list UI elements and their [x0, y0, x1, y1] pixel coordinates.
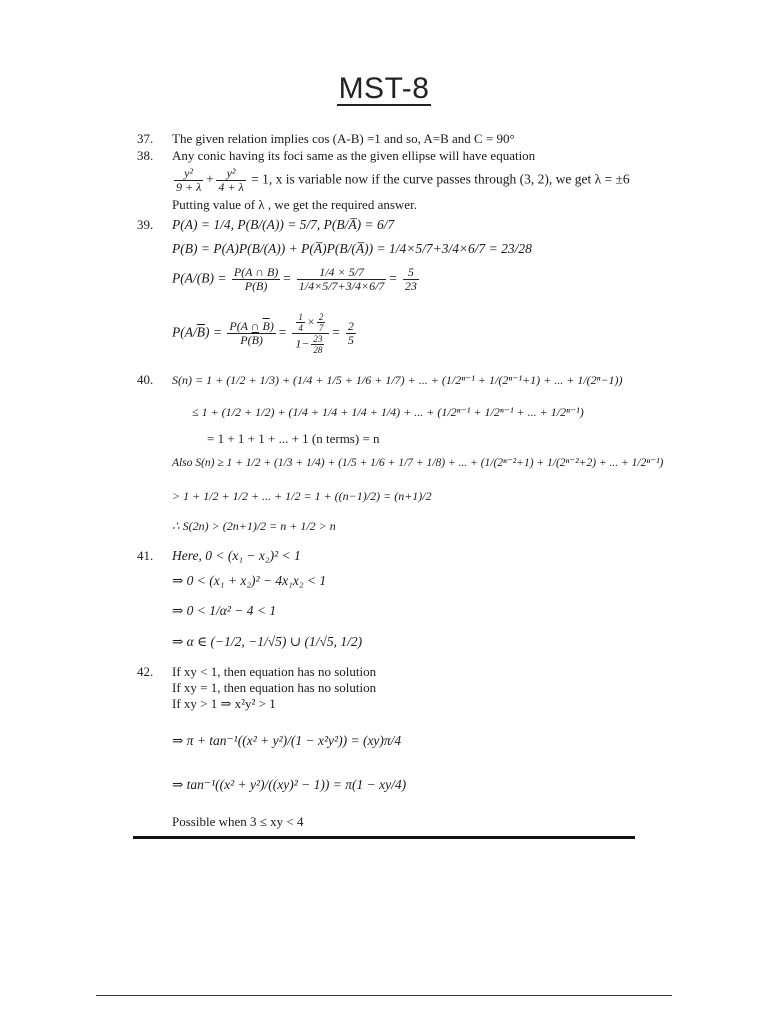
question-number-42: 42. — [137, 664, 154, 679]
question-number-39: 39. — [137, 217, 154, 232]
page-title: MST-8 — [338, 72, 430, 105]
q41-line2: ⇒ 0 < (x₁ + x₂)² − 4x₁x₂ < 1 — [172, 573, 327, 588]
q41-line1: Here, 0 < (x₁ − x₂)² < 1 — [172, 548, 301, 563]
question-number-37: 37. — [137, 131, 154, 146]
question-number-40: 40. — [137, 372, 154, 387]
q42-line3: If xy > 1 ⇒ x²y² > 1 — [172, 696, 276, 711]
q40-sn-definition: S(n) = 1 + (1/2 + 1/3) + (1/4 + 1/5 + 1/6 + 1/7) + ... + (1/2ⁿ⁻¹ + 1/(2ⁿ⁻¹+1) + ... + 1/(2ⁿ−1)) — [172, 373, 623, 387]
footer-rule — [96, 995, 672, 996]
q40-sum-n-terms: = 1 + 1 + 1 + ... + 1 (n terms) = n — [207, 431, 380, 446]
q41-line4: ⇒ α ∈ (−1/2, −1/√5) ∪ (1/√5, 1/2) — [172, 634, 363, 649]
q42-line6: Possible when 3 ≤ xy < 4 — [172, 814, 304, 829]
q39-total-probability: P(B) = P(A)P(B/(A)) + P(A̅)P(B/(A̅)) = 1/4×5/7+3/4×6/7 = 23/28 — [172, 241, 532, 256]
q39-bayes-a-given-b: P(A/(B) = $\frac{P(A \cap B)}{P(B)}$ = $\frac{1/4 \times 5/7}{1/4\times 5/7+3/4\times 6/7}$ = $\frac{5}{23}$ — [172, 265, 417, 293]
q37-text: The given relation implies cos (A-B) =1 and so, A=B and C = 90° — [172, 131, 515, 146]
q42-line1: If xy < 1, then equation has no solution — [172, 664, 377, 679]
q38-conic-equation: $\frac{\text{y²}}{9 + \lambda}$ + $\frac{\text{y²}}{4 + \lambda}$ = 1, x is variable now if the curve passes through (3, 2), we get λ = ±6 — [176, 166, 630, 194]
section-end-rule — [133, 836, 635, 839]
q38-line1: Any conic having its foci same as the given ellipse will have equation — [172, 148, 536, 163]
q42-line2: If xy = 1, then equation has no solution — [172, 680, 377, 695]
q40-lower-bound: Also S(n) ≥ 1 + 1/2 + (1/3 + 1/4) + (1/5 + 1/6 + 1/7 + 1/8) + ... + (1/(2ⁿ⁻²+1) + 1/(2ⁿ⁻²+2) + ... + 1/2ⁿ⁻¹) — [172, 457, 664, 469]
question-number-41: 41. — [137, 548, 154, 563]
q42-line5: ⇒ tan⁻¹((x² + y²)/((xy)² − 1)) = π(1 − xy/4) — [172, 777, 407, 792]
question-number-38: 38. — [137, 148, 154, 163]
q39-given: P(A) = 1/4, P(B/(A)) = 5/7, P(B/A̅) = 6/7 — [172, 217, 395, 232]
q42-line4: ⇒ π + tan⁻¹((x² + y²)/(1 − x²y²)) = (xy)π/4 — [172, 733, 402, 748]
q38-equation-tail: = 1, x is variable now if the curve passes through (3, 2), we get λ = ±6 — [251, 171, 630, 187]
q41-line3: ⇒ 0 < 1/α² − 4 < 1 — [172, 603, 277, 618]
q40-lower-bound-result: > 1 + 1/2 + 1/2 + ... + 1/2 = 1 + ((n−1)/2) = (n+1)/2 — [172, 489, 432, 503]
q39-bayes-a-given-not-b: $P(A/\overline{B})$ = $\frac{P(A \cap \overline{B})}{P(\overline{B})}$ = $\frac{1}{4}$ × $\frac{2}{7}$ 1− $\frac{23}{28}$ = $\frac{2}{5}$ — [172, 312, 354, 355]
q40-conclusion: ∴ S(2n) > (2n+1)/2 = n + 1/2 > n — [172, 519, 336, 533]
q38-line3: Putting value of λ , we get the required answer. — [172, 197, 417, 212]
q40-upper-bound: ≤ 1 + (1/2 + 1/2) + (1/4 + 1/4 + 1/4 + 1/4) + ... + (1/2ⁿ⁻¹ + 1/2ⁿ⁻¹ + ... + 1/2ⁿ⁻¹) — [192, 405, 584, 419]
